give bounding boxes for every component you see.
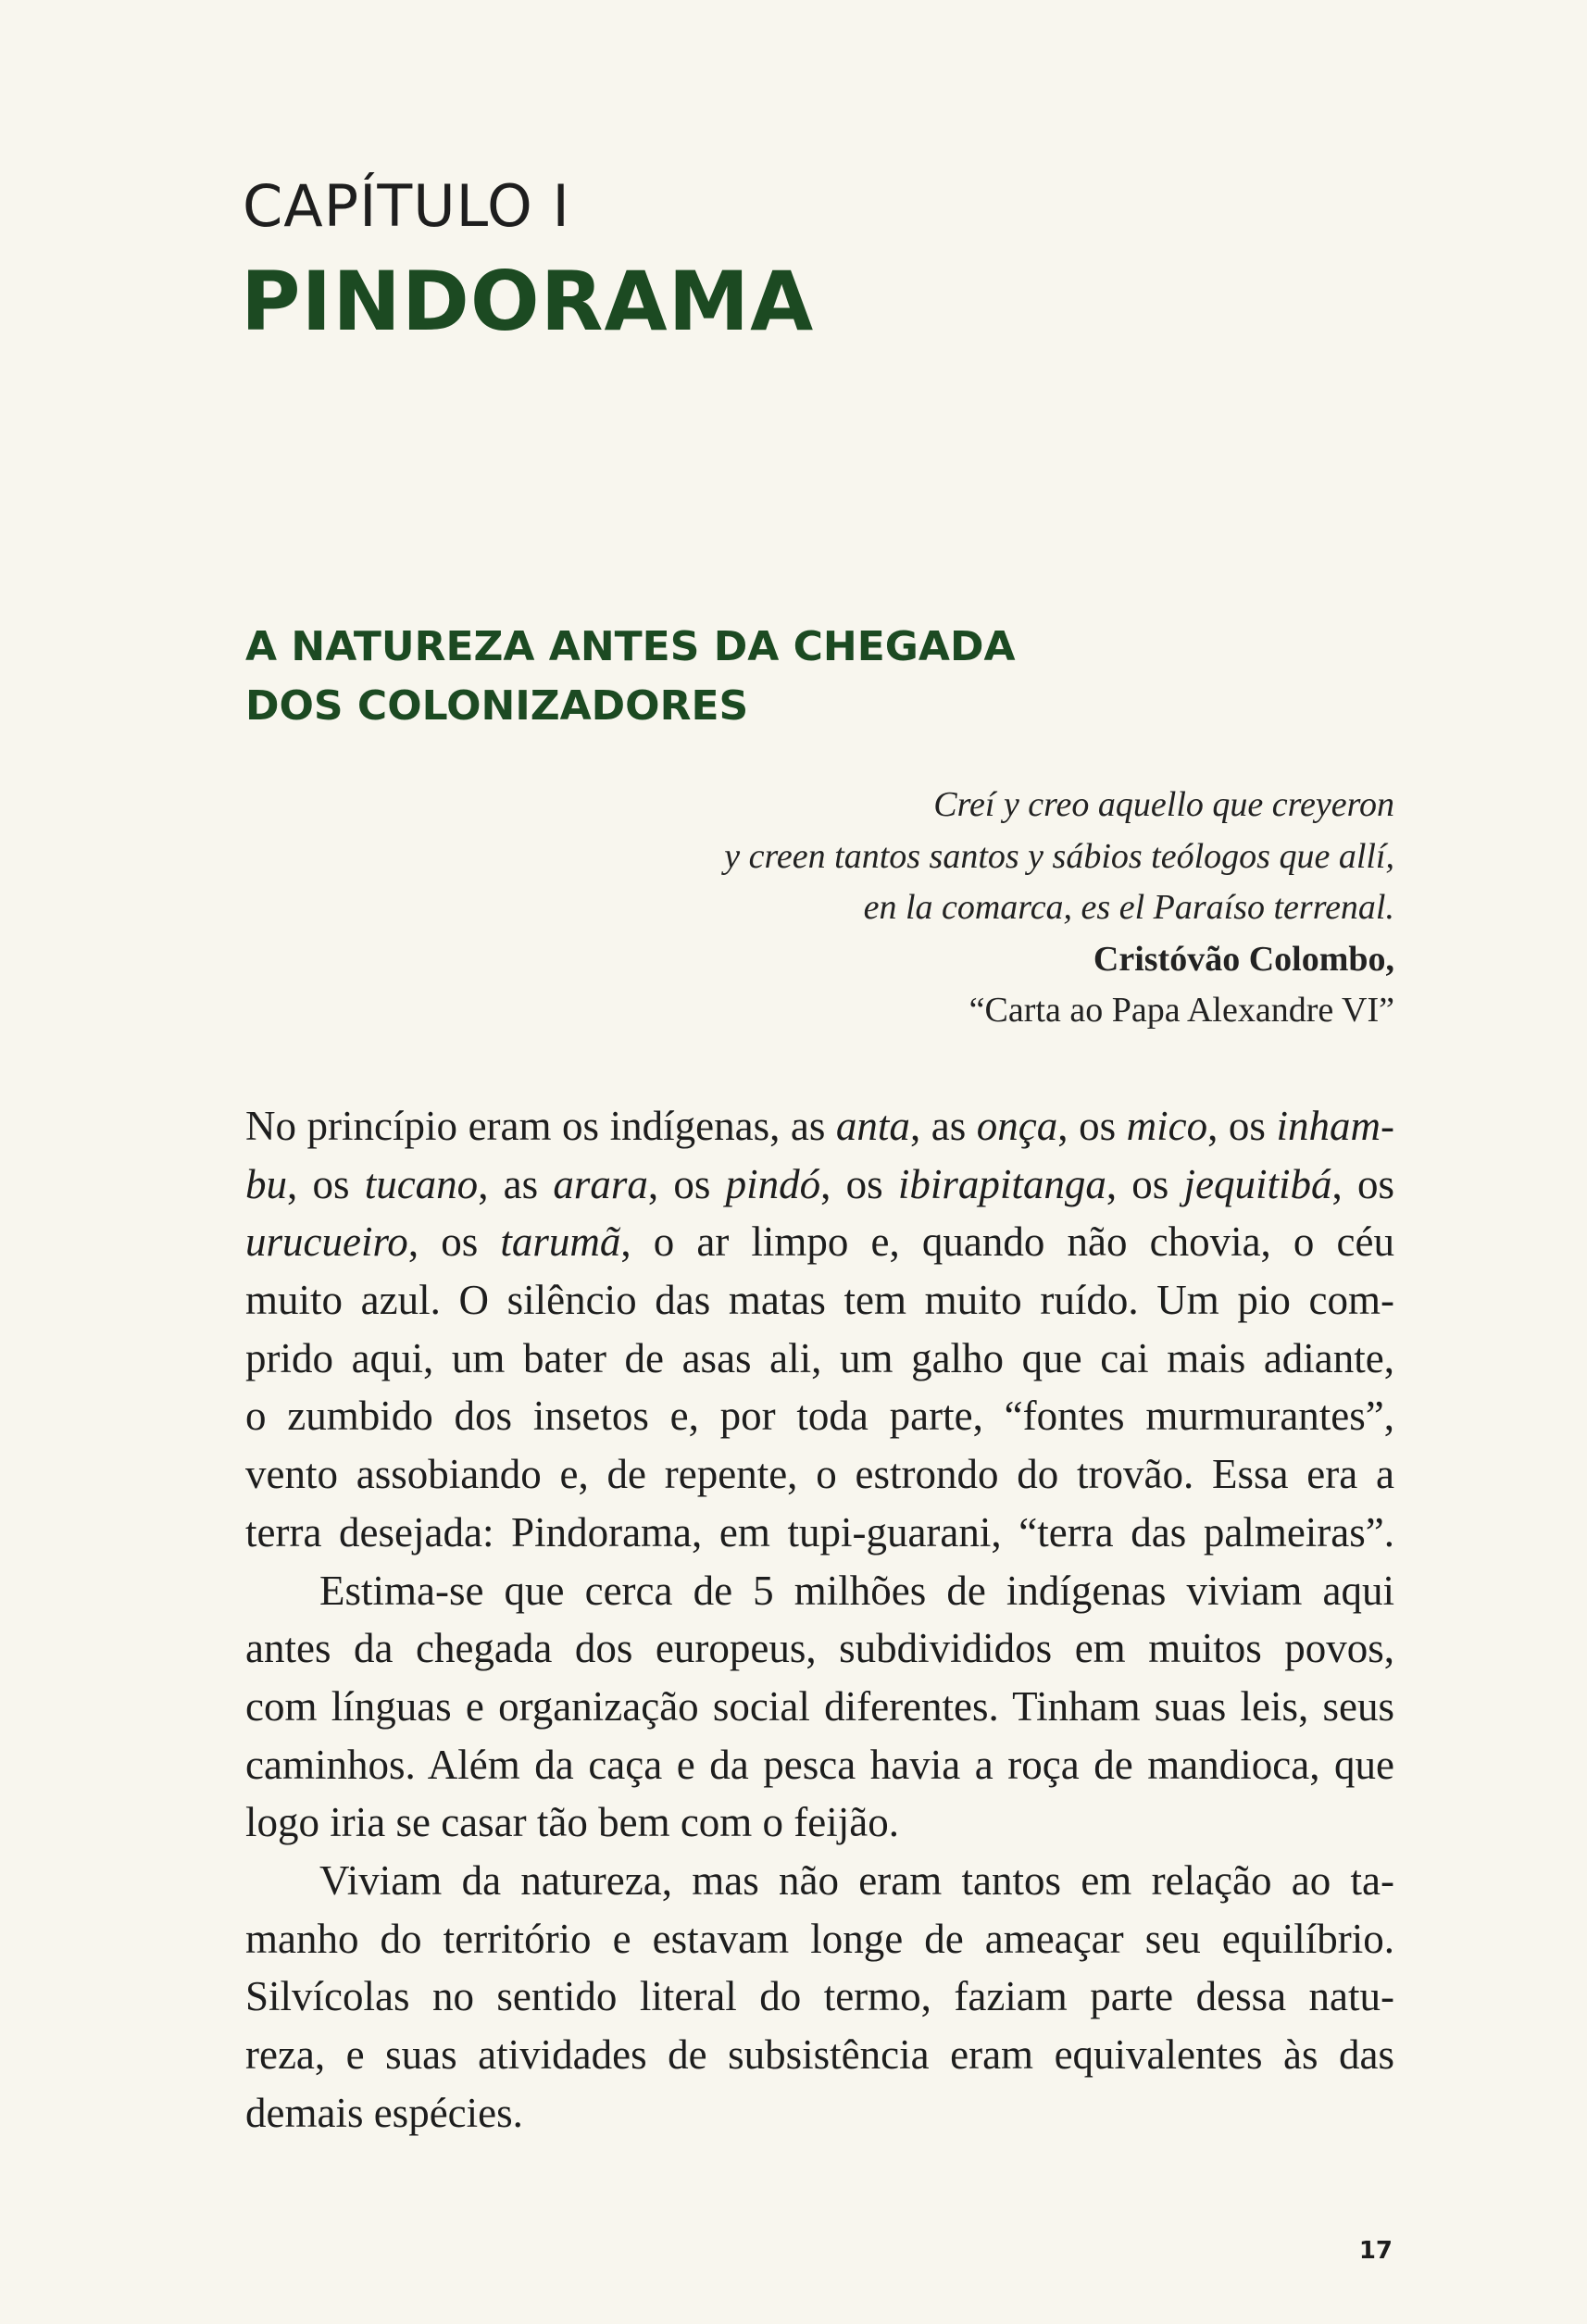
- body-line: o zumbido dos insetos e, por toda parte, “fontes murmurantes”,: [245, 1393, 1394, 1440]
- body-line: Viviam da natureza, mas não eram tantos em relação ao ta-: [319, 1856, 1394, 1904]
- page-number: 17: [1358, 2237, 1393, 2265]
- body-line: urucueiro, os tarumã, o ar limpo e, quando não chovia, o céu: [245, 1218, 1394, 1266]
- chapter-label: CAPÍTULO I: [243, 172, 570, 240]
- epigraph-source: “Carta ao Papa Alexandre VI”: [968, 991, 1394, 1030]
- epigraph-line: en la comarca, es el Paraíso terrenal.: [863, 888, 1394, 927]
- epigraph: [469, 780, 1394, 1037]
- section-heading-line: DOS COLONIZADORES: [245, 682, 749, 730]
- body-line: manho do território e estavam longe de ameaçar seu equilíbrio.: [245, 1915, 1394, 1962]
- body-line: No princípio eram os indígenas, as anta, as onça, os mico, os inham-: [245, 1103, 1394, 1149]
- body-line: terra desejada: Pindorama, em tupi-guarani, “terra das palmeiras”.: [245, 1508, 1394, 1556]
- body-line: demais espécies.: [245, 2089, 523, 2136]
- body-line: prido aqui, um bater de asas ali, um galho que cai mais adiante,: [245, 1334, 1394, 1381]
- body-text: [245, 1097, 1394, 2142]
- body-line: com línguas e organização social diferentes. Tinham suas leis, seus: [245, 1682, 1394, 1730]
- body-line: reza, e suas atividades de subsistência eram equivalentes às das: [245, 2031, 1394, 2078]
- body-line: bu, os tucano, as arara, os pindó, os ibirapitanga, os jequitibá, os: [245, 1160, 1395, 1207]
- body-line: vento assobiando e, de repente, o estrondo do trovão. Essa era a: [245, 1451, 1394, 1498]
- body-line: Estima-se que cerca de 5 milhões de indígenas viviam aqui: [319, 1567, 1394, 1614]
- chapter-title: PINDORAMA: [241, 254, 815, 349]
- section-heading: [245, 618, 1171, 736]
- epigraph-line: Creí y creo aquello que creyeron: [933, 785, 1394, 824]
- epigraph-author: Cristóvão Colombo,: [1093, 939, 1394, 979]
- body-line: logo iria se casar tão bem com o feijão.: [245, 1799, 899, 1846]
- body-line: muito azul. O silêncio das matas tem muito ruído. Um pio com-: [245, 1277, 1394, 1324]
- section-heading-line: A NATUREZA ANTES DA CHEGADA: [245, 623, 1016, 670]
- body-line: antes da chegada dos europeus, subdivididos em muitos povos,: [245, 1625, 1394, 1672]
- body-line: caminhos. Além da caça e da pesca havia a roça de mandioca, que: [245, 1741, 1394, 1788]
- body-line: Silvícolas no sentido literal do termo, faziam parte dessa natu-: [245, 1973, 1394, 2020]
- epigraph-line: y creen tantos santos y sábios teólogos que allí,: [724, 836, 1394, 876]
